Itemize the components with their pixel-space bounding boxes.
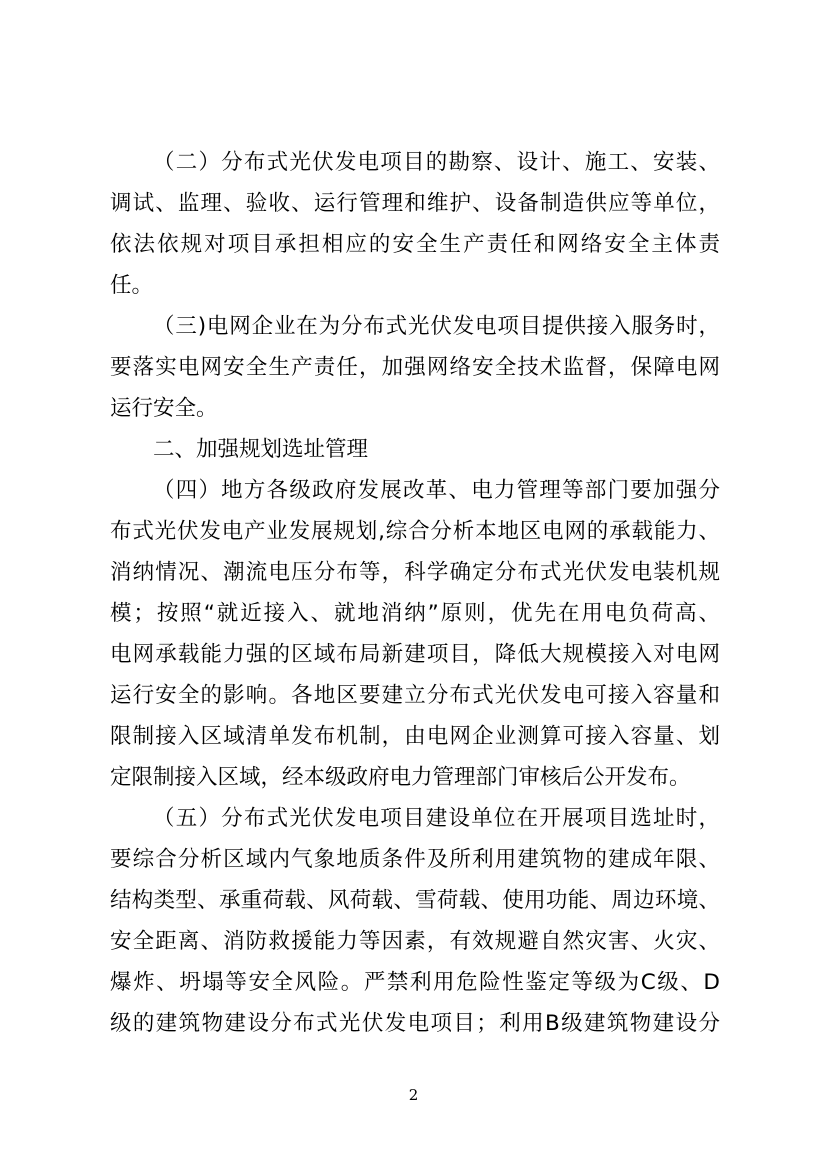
paragraph-4: [110, 470, 720, 798]
section-heading: [110, 429, 720, 470]
text-line: 要落实电网安全生产责任，加强网络安全技术监督，保障电网: [110, 355, 720, 380]
text-line: 爆炸、坍塌等安全风险。严禁利用危险性鉴定等级为C级、D: [110, 970, 720, 995]
paragraph-3: [110, 306, 720, 429]
paragraph-2: [110, 142, 720, 306]
body-text: [110, 142, 720, 1044]
text-line: （四）地方各级政府发展改革、电力管理等部门要加强分: [153, 478, 720, 503]
text-line: 电网承载能力强的区域布局新建项目，降低大规模接入对电网: [110, 642, 720, 667]
text-line: 运行安全。: [110, 396, 218, 421]
text-line: 依法依规对项目承担相应的安全生产责任和网络安全主体责: [110, 232, 720, 257]
section-heading-text: 二、加强规划选址管理: [153, 437, 369, 462]
text-line: （二）分布式光伏发电项目的勘察、设计、施工、安装、: [153, 150, 720, 175]
text-line: 消纳情况、潮流电压分布等，科学确定分布式光伏发电装机规: [110, 560, 720, 585]
text-line: （五）分布式光伏发电项目建设单位在开展项目选址时，: [153, 806, 720, 831]
text-line: 级的建筑物建设分布式光伏发电项目；利用B级建筑物建设分: [110, 1011, 720, 1036]
text-line: 运行安全的影响。各地区要建立分布式光伏发电可接入容量和: [110, 683, 720, 708]
text-line: 限制接入区域清单发布机制，由电网企业测算可接入容量、划: [110, 724, 720, 749]
text-line: 安全距离、消防救援能力等因素，有效规避自然灾害、火灾、: [110, 929, 720, 954]
text-line: 结构类型、承重荷载、风荷载、雪荷载、使用功能、周边环境、: [110, 888, 720, 913]
text-line: 定限制接入区域，经本级政府电力管理部门审核后公开发布。: [110, 765, 691, 790]
text-line: 布式光伏发电产业发展规划,综合分析本地区电网的承载能力、: [110, 519, 720, 544]
text-line: 要综合分析区域内气象地质条件及所利用建筑物的建成年限、: [110, 847, 720, 872]
text-line: 任。: [110, 273, 154, 298]
text-line: 调试、监理、验收、运行管理和维护、设备制造供应等单位，: [110, 191, 720, 216]
text-line: 模；按照“就近接入、就地消纳”原则，优先在用电负荷高、: [110, 601, 720, 626]
text-line: （三)电网企业在为分布式光伏发电项目提供接入服务时，: [153, 314, 720, 339]
paragraph-5: [110, 798, 720, 1044]
page-number: 2: [408, 1086, 419, 1104]
